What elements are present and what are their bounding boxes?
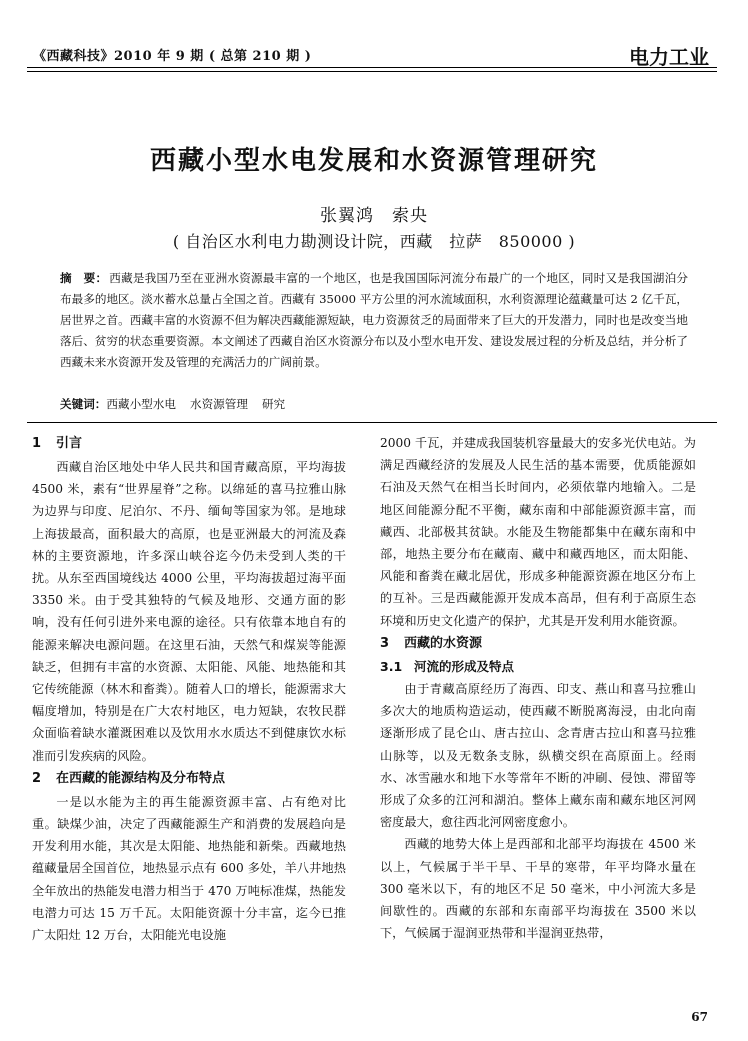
subsection-title: 河流的形成及特点 [414, 658, 515, 674]
section-heading-2 [32, 767, 346, 791]
keyword: 西藏小型水电 [106, 397, 176, 411]
paper-title: 西藏小型水电发展和水资源管理研究 [149, 146, 598, 176]
author-affiliation: ( 自治区水利电力勘测设计院，西藏 拉萨 850000 ) [172, 232, 576, 251]
abstract [60, 268, 688, 373]
section-number: 1 [32, 436, 42, 451]
paper-authors: 张翼鸿 索央 [320, 206, 428, 226]
section-title: 引言 [56, 436, 83, 451]
section-number: 3 [380, 635, 390, 651]
section-heading-3 [380, 632, 696, 656]
paragraph: 由于青藏高原经历了海西、印支、燕山和喜马拉雅山多次大的地质构造运动，使西藏不断脱离海浸，由北向南逐渐形成了昆仑山、唐古拉山、念青唐古拉山和喜马拉雅山脉等，以及无数条支脉，纵横交织在高原面上。经雨水、冰雪融水和地下水等常年不断的冲刷、侵蚀、滞留等形成了众多的江河和湖泊。整体上藏东南和藏东地区河网密度最大，愈往西北河网密度愈小。 [380, 682, 696, 830]
section-title: 西藏的水资源 [404, 635, 483, 651]
keywords [60, 396, 688, 412]
section-number: 2 [32, 770, 42, 786]
right-column [380, 432, 696, 944]
section-heading-1 [32, 432, 346, 456]
journal-citation: 《西藏科技》2010 年 9 期 ( 总第 210 期 ) [33, 49, 312, 64]
header-rule-thin [27, 71, 717, 72]
paragraph-continued: 2000 千瓦，并建成我国装机容量最大的安多光伏电站。为满足西藏经济的发展及人民生活的基本需要，优质能源如石油及天然气在相当长时间内，必须依靠内地输入。二是地区间能源分配不平衡，藏东南和中部能源资源丰富，而藏西、北部极其贫缺。水能及生物能都集中在藏东南和中部，地热主要分布在藏南、藏中和藏西地区，而太阳能、风能和畜粪在藏北居优，形成多种能源资源在地区分布上的互补。三是西藏能源开发成本高昂，但有利于高原生态环境和历史文化遗产的保护，尤其是开发利用水能资源。 [380, 436, 696, 628]
paragraph: 一是以水能为主的再生能源资源丰富、占有绝对比重。缺煤少油，决定了西藏能源生产和消费的发展趋向是开发利用水能，其次是太阳能、地热能和新柴。西藏地热蕴藏量居全国首位，地热显示点有 600 多处，羊八井地热全年放出的热能发电潜力相当于 470 万吨标准煤，热能发电潜力可达 15 万千瓦。太阳能资源十分丰富，迄今已推广太阳灶 12 万台，太阳能光电设施 [32, 794, 346, 943]
running-header [27, 37, 717, 69]
keywords-label: 关键词： [60, 397, 107, 411]
header-rule [27, 67, 717, 68]
section-title: 在西藏的能源结构及分布特点 [56, 770, 226, 786]
section-label: 电力工业 [629, 45, 709, 69]
abstract-label: 摘 要： [60, 271, 108, 285]
subsection-heading-3-1 [380, 656, 696, 678]
abstract-divider [27, 422, 717, 423]
abstract-text: 西藏是我国乃至在亚洲水资源最丰富的一个地区，也是我国国际河流分布最广的一个地区，同时又是我国湖泊分布最多的地区。淡水蓄水总量占全国之首。西藏有 35000 平方公里的河水流域面积，水利资源理论蕴藏量可达 2 亿千瓦，居世界之首。西藏丰富的水资源不但为解决西藏能源短缺，电力资源贫乏的局面带来了巨大的开发潜力，同时也是改变当地落后、贫穷的状态重要资源。本文阐述了西藏自治区水资源分布以及小型水电开发、建设发展过程的分析及总结，并分析了西藏未来水资源开发及管理的充满活力的广阔前景。 [60, 271, 688, 369]
keyword: 研究 [261, 397, 286, 411]
subsection-number: 3.1 [380, 658, 403, 674]
page-number: 67 [691, 1010, 708, 1024]
keyword: 水资源管理 [189, 397, 248, 411]
left-column [32, 432, 346, 946]
paragraph: 西藏自治区地处中华人民共和国青藏高原，平均海拔 4500 米，素有“世界屋脊”之称。以绵延的喜马拉雅山脉为边界与印度、尼泊尔、不丹、缅甸等国家为邻。是地球上海拔最高，面积最大的高原，也是亚洲最大的河流及森林的主要资源地，许多深山峡谷迄今仍未受到人类的干扰。从东至西国境线达 4000 公里，平均海拔超过海平面 3350 米。由于受其独特的气候及地形、交通方面的影响，没有任何引进外来电源的途径。只有依靠本地自有的能源来解决电源问题。在这里石油，天然气和煤炭等能源缺乏，但拥有丰富的水资源、太阳能、风能、地热能和其它传统能源（林木和畜粪）。随着人口的增长，能源需求大幅度增加，特别是在广大农村地区，电力短缺，农牧民群众面临着缺水灌溉困难以及饮用水水质达不到健康饮水标准而引发疾病的风险。 [32, 460, 346, 763]
paragraph: 西藏的地势大体上是西部和北部平均海拔在 4500 米以上，气候属于半干旱、干旱的寒带，年平均降水量在 300 毫米以下，有的地区不足 50 毫米，中小河流大多是间歇性的。西藏的东部和东南部平均海拔在 3500 米以下，气候属于湿润亚热带和半湿润亚热带， [380, 837, 696, 941]
